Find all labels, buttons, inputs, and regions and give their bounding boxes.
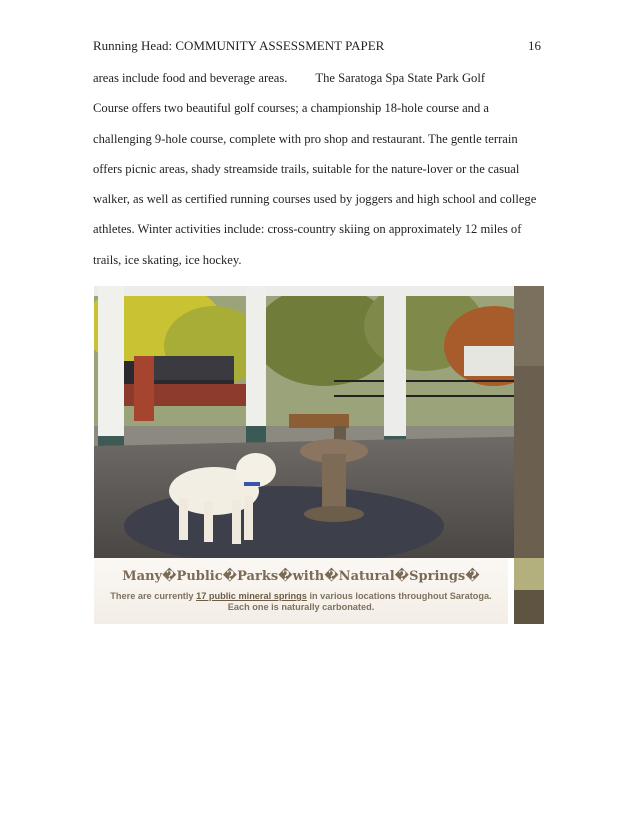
text-line bbox=[93, 70, 553, 100]
text-line: athletes. Winter activities include: cross-country skiing on approximately 12 miles of bbox=[93, 222, 522, 237]
text-segment: areas include food and beverage areas. bbox=[93, 71, 288, 85]
strip-block bbox=[514, 558, 544, 590]
text-line: trails, ice skating, ice hockey. bbox=[93, 252, 242, 267]
park-figure bbox=[94, 286, 544, 624]
text-line: offers picnic areas, shady streamside trails, suitable for the nature-lover or the casual bbox=[93, 161, 520, 176]
decorative-side-strip bbox=[514, 286, 544, 624]
caption-text bbox=[108, 591, 494, 613]
caption-text-part: in various locations throughout Saratoga. Each one is naturally carbonated. bbox=[227, 591, 492, 612]
caption-text-part: There are currently bbox=[110, 591, 197, 601]
text-line: Course offers two beautiful golf courses; a championship 18-hole course and a bbox=[93, 101, 490, 116]
strip-block bbox=[514, 286, 544, 366]
caption-title: Many�Public�Parks�with�Natural�Springs� bbox=[122, 569, 480, 584]
running-head: Running Head: COMMUNITY ASSESSMENT PAPER bbox=[93, 38, 385, 53]
text-line: challenging 9-hole course, complete with pro shop and restaurant. The gentle terrain bbox=[93, 131, 518, 146]
page-number: 16 bbox=[528, 38, 541, 53]
caption-highlight: 17 public mineral springs bbox=[196, 591, 307, 601]
strip-block bbox=[514, 590, 544, 624]
gazebo-spring-photo bbox=[94, 286, 544, 558]
text-segment: The Saratoga Spa State Park Golf bbox=[315, 71, 486, 85]
body-paragraph bbox=[93, 70, 553, 282]
text-line: walker, as well as certified running courses used by joggers and high school and college bbox=[93, 192, 537, 207]
